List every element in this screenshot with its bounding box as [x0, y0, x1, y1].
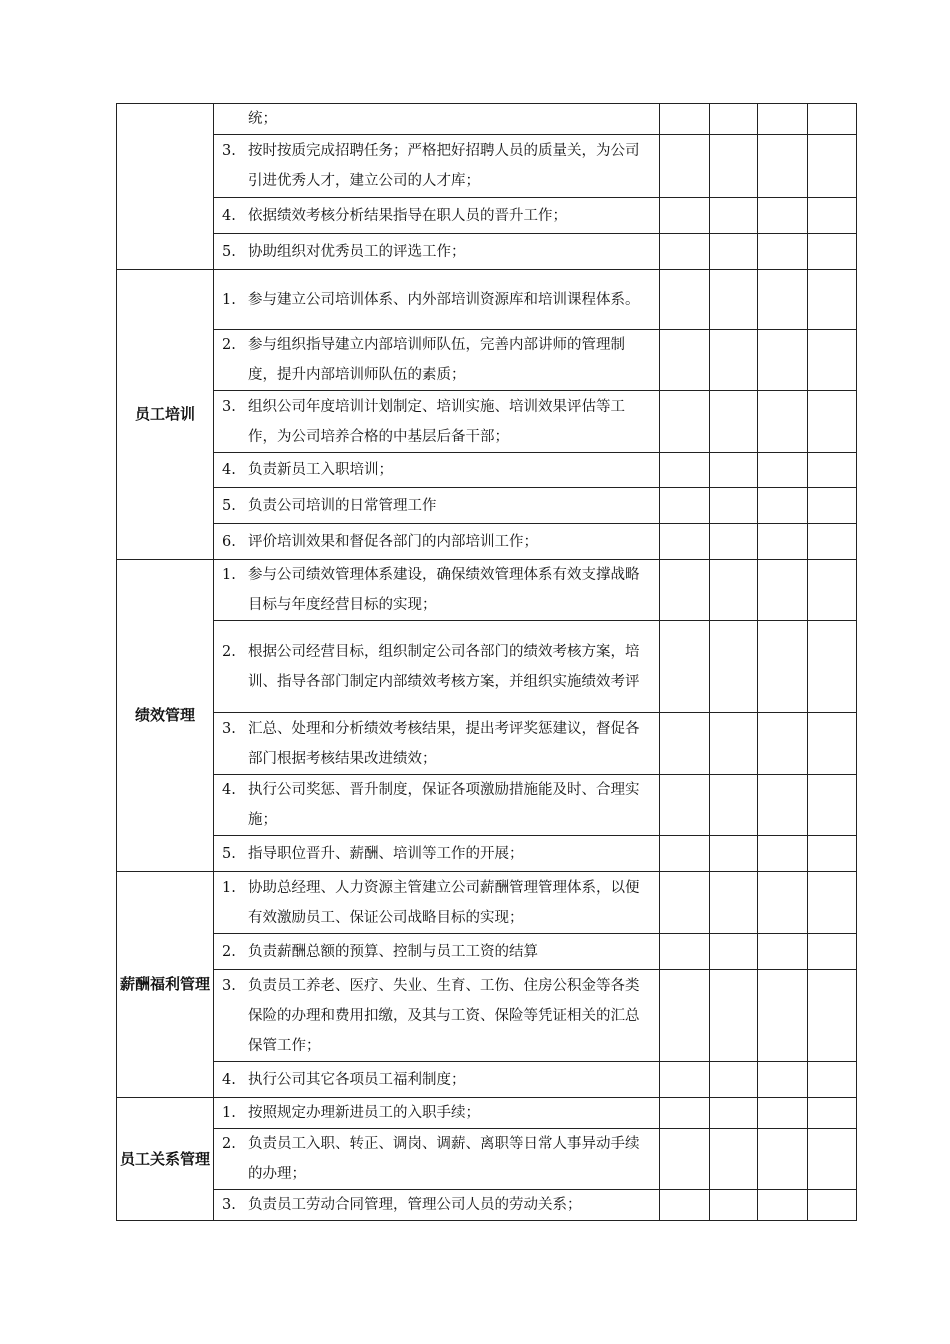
rating-cell	[710, 1190, 758, 1221]
rating-cell	[710, 970, 758, 1062]
table-row	[117, 104, 857, 135]
table-row	[117, 234, 857, 270]
rating-cell	[710, 104, 758, 135]
rating-cell	[710, 270, 758, 330]
rating-cell	[808, 1190, 857, 1221]
rating-cell	[758, 1098, 808, 1129]
item-text: 组织公司年度培训计划制定、培训实施、培训效果评估等工作，为公司培养合格的中基层后备干部；	[248, 398, 625, 445]
table-row	[117, 872, 857, 934]
item-text: 参与组织指导建立内部培训师队伍，完善内部讲师的管理制度，提升内部培训师队伍的素质；	[248, 337, 625, 383]
duty-item-cell	[214, 872, 660, 934]
rating-cell	[710, 453, 758, 488]
rating-cell	[660, 1098, 710, 1129]
category-cell	[117, 872, 214, 1098]
duty-table-body	[117, 104, 857, 1221]
duty-table	[116, 103, 857, 1221]
category-label: 薪酬福利管理	[119, 975, 210, 993]
item-text: 指导职位晋升、薪酬、培训等工作的开展；	[248, 845, 524, 862]
rating-cell	[710, 330, 758, 391]
table-row	[117, 1129, 857, 1190]
rating-cell	[758, 330, 808, 391]
item-number: 3.	[222, 977, 236, 994]
duty-item-cell	[214, 488, 660, 524]
rating-cell	[808, 135, 857, 198]
item-text: 负责员工养老、医疗、失业、生育、工伤、住房公积金等各类保险的办理和费用扣缴，及其与工资、保险等凭证相关的汇总保管工作；	[248, 977, 640, 1054]
table-row	[117, 330, 857, 391]
rating-cell	[660, 270, 710, 330]
rating-cell	[710, 391, 758, 453]
rating-cell	[758, 560, 808, 621]
item-number: 2.	[222, 337, 236, 353]
item-number: 5.	[222, 845, 236, 862]
rating-cell	[808, 970, 857, 1062]
duty-item-cell	[214, 198, 660, 234]
category-cell	[117, 560, 214, 872]
rating-cell	[710, 1129, 758, 1190]
rating-cell	[660, 234, 710, 270]
rating-cell	[808, 775, 857, 836]
rating-cell	[710, 836, 758, 872]
rating-cell	[808, 234, 857, 270]
rating-cell	[808, 934, 857, 970]
table-row	[117, 1190, 857, 1221]
rating-cell	[660, 391, 710, 453]
rating-cell	[808, 488, 857, 524]
table-row	[117, 934, 857, 970]
rating-cell	[660, 104, 710, 135]
item-text: 参与公司绩效管理体系建设，确保绩效管理体系有效支撑战略目标与年度经营目标的实现；	[248, 567, 640, 613]
rating-cell	[710, 488, 758, 524]
category-cell	[117, 270, 214, 560]
item-number: 3.	[222, 398, 236, 415]
category-label: 员工关系管理	[119, 1149, 210, 1168]
table-row	[117, 1098, 857, 1129]
rating-cell	[758, 488, 808, 524]
item-text: 汇总、处理和分析绩效考核结果，提出考评奖惩建议，督促各部门根据考核结果改进绩效；	[248, 720, 640, 767]
rating-cell	[710, 713, 758, 775]
duty-item-cell	[214, 524, 660, 560]
rating-cell	[808, 198, 857, 234]
item-text: 参与建立公司培训体系、内外部培训资源库和培训课程体系。	[248, 291, 640, 308]
item-number: 2.	[222, 943, 236, 960]
item-number: 1.	[222, 291, 236, 308]
table-row	[117, 391, 857, 453]
rating-cell	[758, 872, 808, 934]
rating-cell	[660, 934, 710, 970]
rating-cell	[660, 1062, 710, 1098]
item-number: 4.	[222, 1071, 236, 1088]
category-cell	[117, 1098, 214, 1221]
rating-cell	[808, 104, 857, 135]
rating-cell	[808, 270, 857, 330]
item-text: 负责员工劳动合同管理，管理公司人员的劳动关系；	[248, 1197, 582, 1213]
rating-cell	[660, 524, 710, 560]
item-number: 3.	[222, 1197, 236, 1213]
rating-cell	[758, 1062, 808, 1098]
item-text: 执行公司奖惩、晋升制度，保证各项激励措施能及时、合理实施；	[248, 782, 640, 828]
rating-cell	[758, 621, 808, 713]
rating-cell	[710, 775, 758, 836]
rating-cell	[758, 524, 808, 560]
rating-cell	[758, 713, 808, 775]
item-number: 5.	[222, 243, 236, 260]
rating-cell	[758, 970, 808, 1062]
rating-cell	[758, 453, 808, 488]
rating-cell	[808, 1062, 857, 1098]
rating-cell	[660, 1129, 710, 1190]
duty-item-cell	[214, 1190, 660, 1221]
duty-item-cell	[214, 391, 660, 453]
table-row	[117, 524, 857, 560]
duty-item-cell	[214, 330, 660, 391]
table-row	[117, 453, 857, 488]
rating-cell	[660, 453, 710, 488]
item-text: 根据公司经营目标，组织制定公司各部门的绩效考核方案，培训、指导各部门制定内部绩效考核方案，并组织实施绩效考评	[248, 643, 640, 690]
rating-cell	[758, 775, 808, 836]
rating-cell	[710, 872, 758, 934]
rating-cell	[808, 1129, 857, 1190]
item-text: 评价培训效果和督促各部门的内部培训工作；	[248, 533, 538, 550]
duty-item-cell	[214, 234, 660, 270]
duty-item-cell	[214, 1062, 660, 1098]
rating-cell	[660, 713, 710, 775]
duty-item-cell	[214, 1129, 660, 1190]
category-cell	[117, 104, 214, 270]
item-text: 协助组织对优秀员工的评选工作；	[248, 243, 466, 260]
rating-cell	[758, 836, 808, 872]
item-text: 依据绩效考核分析结果指导在职人员的晋升工作；	[248, 207, 567, 224]
rating-cell	[808, 872, 857, 934]
table-row	[117, 488, 857, 524]
duty-item-cell	[214, 135, 660, 198]
rating-cell	[808, 560, 857, 621]
rating-cell	[710, 934, 758, 970]
rating-cell	[710, 524, 758, 560]
table-row	[117, 713, 857, 775]
rating-cell	[660, 198, 710, 234]
rating-cell	[758, 391, 808, 453]
table-row	[117, 970, 857, 1062]
rating-cell	[660, 872, 710, 934]
item-number: 4.	[222, 462, 236, 478]
table-row	[117, 560, 857, 621]
item-text: 统；	[248, 111, 277, 127]
rating-cell	[710, 234, 758, 270]
duty-item-cell	[214, 970, 660, 1062]
table-row	[117, 135, 857, 198]
item-number: 2.	[222, 643, 236, 660]
duty-item-cell	[214, 560, 660, 621]
table-row	[117, 775, 857, 836]
duty-item-cell	[214, 270, 660, 330]
rating-cell	[660, 836, 710, 872]
category-label: 员工培训	[134, 405, 195, 423]
rating-cell	[660, 135, 710, 198]
duty-item-cell	[214, 453, 660, 488]
rating-cell	[660, 621, 710, 713]
rating-cell	[660, 1190, 710, 1221]
item-number: 3.	[222, 143, 236, 159]
rating-cell	[660, 560, 710, 621]
item-number: 4.	[222, 782, 236, 798]
rating-cell	[808, 453, 857, 488]
item-number	[222, 104, 248, 134]
item-number: 1.	[222, 567, 236, 583]
rating-cell	[710, 198, 758, 234]
table-row	[117, 198, 857, 234]
rating-cell	[808, 713, 857, 775]
rating-cell	[710, 560, 758, 621]
rating-cell	[660, 488, 710, 524]
item-number: 1.	[222, 879, 236, 896]
table-row	[117, 270, 857, 330]
item-text: 协助总经理、人力资源主管建立公司薪酬管理管理体系，以便有效激励员工、保证公司战略目标的实现；	[248, 879, 640, 926]
item-number: 4.	[222, 207, 236, 224]
category-label: 绩效管理	[134, 706, 195, 724]
rating-cell	[710, 1098, 758, 1129]
rating-cell	[758, 234, 808, 270]
duty-item-cell	[214, 104, 660, 135]
rating-cell	[758, 104, 808, 135]
item-number: 6.	[222, 533, 236, 550]
duty-item-cell	[214, 775, 660, 836]
rating-cell	[660, 970, 710, 1062]
duty-item-cell	[214, 713, 660, 775]
rating-cell	[710, 135, 758, 198]
table-row	[117, 621, 857, 713]
item-number: 1.	[222, 1105, 236, 1121]
item-text: 负责公司培训的日常管理工作	[248, 497, 437, 514]
item-text: 按时按质完成招聘任务；严格把好招聘人员的质量关，为公司引进优秀人才，建立公司的人才库；	[248, 143, 640, 189]
duty-item-cell	[214, 934, 660, 970]
rating-cell	[660, 330, 710, 391]
rating-cell	[710, 621, 758, 713]
item-text: 负责员工入职、转正、调岗、调薪、离职等日常人事异动手续的办理；	[248, 1136, 640, 1182]
rating-cell	[808, 836, 857, 872]
item-text: 负责新员工入职培训；	[248, 462, 393, 478]
rating-cell	[758, 1129, 808, 1190]
table-row	[117, 1062, 857, 1098]
rating-cell	[808, 621, 857, 713]
item-text: 按照规定办理新进员工的入职手续；	[248, 1105, 480, 1121]
rating-cell	[758, 270, 808, 330]
rating-cell	[808, 330, 857, 391]
rating-cell	[758, 934, 808, 970]
item-text: 负责薪酬总额的预算、控制与员工工资的结算	[248, 943, 538, 960]
rating-cell	[710, 1062, 758, 1098]
rating-cell	[758, 1190, 808, 1221]
item-number: 3.	[222, 720, 236, 737]
duty-item-cell	[214, 1098, 660, 1129]
duty-item-cell	[214, 836, 660, 872]
item-number: 2.	[222, 1136, 236, 1152]
rating-cell	[808, 524, 857, 560]
item-number: 5.	[222, 497, 236, 514]
rating-cell	[808, 1098, 857, 1129]
table-row	[117, 836, 857, 872]
rating-cell	[808, 391, 857, 453]
duty-item-cell	[214, 621, 660, 713]
rating-cell	[660, 775, 710, 836]
item-text: 执行公司其它各项员工福利制度；	[248, 1071, 466, 1088]
rating-cell	[758, 198, 808, 234]
rating-cell	[758, 135, 808, 198]
